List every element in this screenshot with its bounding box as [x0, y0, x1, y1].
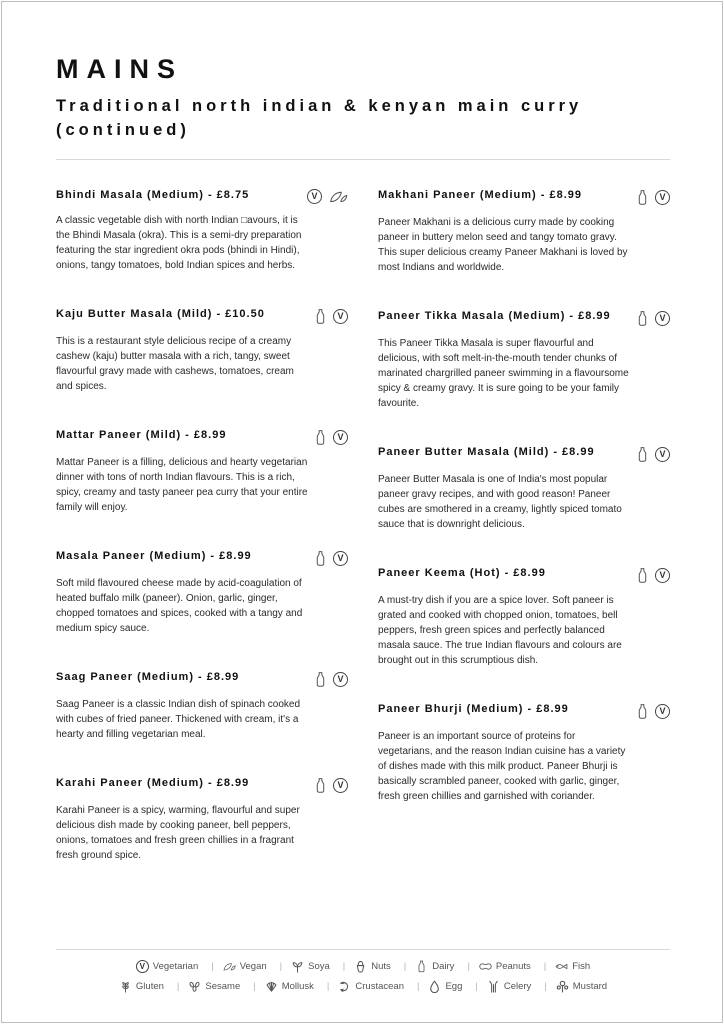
dish-description: Paneer is an important source of proteins for vegetarians, and the reason Indian cuisine has a variety of dishes made with this milk product. Paneer Bhurji is basically scrambled paneer, cooked with garlic, ginger, fresh green chillies and garnished with coriander. — [378, 730, 626, 802]
item-header — [56, 776, 348, 794]
dish-name: Bhindi Masala (Medium) - £8.75 — [56, 188, 250, 201]
item-header — [56, 428, 348, 446]
vegetarian-icon: V — [655, 190, 670, 205]
dish-name: Masala Paneer (Medium) - £8.99 — [56, 549, 252, 562]
vegetarian-icon: V — [333, 778, 348, 793]
dish-description: A must-try dish if you are a spice lover. Soft paneer is grated and cooked with chopped onion, tomatoes, bell peppers, fresh green spices and perfectly balanced masala sauce. The true Indian flavours and colours are brought out in this scrumptious dish. — [378, 594, 622, 666]
vegetarian-circle-icon: V — [136, 960, 149, 973]
crustacean-icon — [338, 980, 351, 993]
menu-page — [1, 1, 723, 1023]
menu-item-bhindi-masala — [56, 188, 348, 273]
mollusk-icon — [265, 980, 278, 993]
vegetarian-icon: V — [333, 430, 348, 445]
dish-allergen-icons — [637, 309, 670, 327]
soya-icon — [291, 960, 304, 973]
menu-item-karahi-paneer — [56, 776, 348, 863]
menu-item-paneer-tikka-masala — [378, 309, 670, 411]
legend-label: Dairy — [432, 961, 455, 972]
header-divider — [56, 159, 670, 160]
legend-item-soya — [291, 960, 345, 973]
dish-description: Soft mild flavoured cheese made by acid-coagulation of heated buffalo milk (paneer). Onion, garlic, ginger, chopped tomatoes and spices, cooked with a tangy and medium spicy sauce. — [56, 577, 303, 634]
menu-item-saag-paneer — [56, 670, 348, 742]
dish-description: Mattar Paneer is a filling, delicious and hearty vegetarian dinner with tons of north Indian flavours. This is a rich, spicy, creamy and tasty paneer pea curry that your entire family will enjoy. — [56, 456, 308, 513]
dish-allergen-icons — [315, 776, 348, 794]
egg-icon — [428, 980, 441, 993]
menu-item-paneer-butter-masala — [378, 445, 670, 532]
legend-item-vegetarian — [136, 960, 214, 973]
legend-label: Mollusk — [281, 981, 314, 992]
dish-name: Kaju Butter Masala (Mild) - £10.50 — [56, 307, 265, 320]
legend-label: Vegetarian — [152, 961, 199, 972]
item-header — [378, 702, 670, 720]
menu-item-paneer-keema — [378, 566, 670, 668]
sesame-icon — [188, 980, 201, 993]
legend-item-gluten — [119, 980, 179, 993]
dairy-icon — [637, 189, 648, 206]
dish-description: Karahi Paneer is a spicy, warming, flavourful and super delicious dish made by cooking paneer, bell peppers, onions, tomatoes and fresh green chillies in a fragrant fresh ground spice. — [56, 804, 300, 861]
vegetarian-icon: V — [655, 568, 670, 583]
menu-columns — [56, 188, 670, 897]
page-subtitle-line2: (continued) — [56, 120, 190, 139]
dairy-icon — [315, 308, 326, 325]
legend-label: Mustard — [572, 981, 608, 992]
legend-item-vegan — [223, 960, 282, 973]
dish-name: Saag Paneer (Medium) - £8.99 — [56, 670, 240, 683]
dish-name: Paneer Tikka Masala (Medium) - £8.99 — [378, 309, 611, 322]
legend-item-celery — [487, 980, 547, 993]
dairy-icon — [315, 429, 326, 446]
item-header — [378, 445, 670, 463]
legend-item-mollusk — [265, 980, 330, 993]
legend-label: Fish — [572, 961, 591, 972]
vegetarian-icon: V — [655, 447, 670, 462]
page-title: MAINS — [56, 54, 183, 84]
menu-item-makhani-paneer — [378, 188, 670, 275]
page-subtitle — [56, 95, 670, 143]
menu-item-kaju-butter-masala — [56, 307, 348, 394]
item-header — [56, 188, 348, 204]
dairy-icon — [415, 960, 428, 973]
menu-column-right — [378, 188, 670, 897]
vegetarian-icon: V — [655, 704, 670, 719]
legend-item-nuts — [354, 960, 406, 973]
dish-allergen-icons — [315, 428, 348, 446]
allergen-legend — [56, 933, 670, 1000]
footer-divider — [56, 949, 670, 950]
dairy-icon — [315, 550, 326, 567]
legend-item-crustacean — [338, 980, 419, 993]
dish-description: This is a restaurant style delicious recipe of a creamy cashew (kaju) butter masala with a rich, tangy, sweet flavourful gravy made with cashews, tomatoes, cream and spices. — [56, 335, 294, 392]
item-header — [56, 307, 348, 325]
celery-icon — [487, 980, 500, 993]
item-header — [378, 188, 670, 206]
legend-label: Celery — [503, 981, 532, 992]
legend-item-egg — [428, 980, 477, 993]
vegetarian-icon: V — [307, 189, 322, 204]
dairy-icon — [637, 567, 648, 584]
legend-label: Nuts — [371, 961, 391, 972]
page-subtitle-line1: Traditional north indian & kenyan main curry — [56, 97, 583, 115]
dish-description: A classic vegetable dish with north Indian □avours, it is the Bhindi Masala (okra). This is a semi-dry preparation featuring the star ingredient okra pods (bhindi in Hindi), onions, tangy tomatoes, bold Indian spices and herbs. — [56, 214, 302, 271]
dish-description: Saag Paneer is a classic Indian dish of spinach cooked with cubes of fried paneer. Thickened with cream, it's a hearty and filling vegetarian meal. — [56, 698, 301, 740]
dairy-icon — [315, 777, 326, 794]
legend-row-2 — [56, 980, 670, 993]
fish-icon — [555, 960, 568, 973]
dish-name: Makhani Paneer (Medium) - £8.99 — [378, 188, 582, 201]
legend-item-dairy — [415, 960, 470, 973]
vegan-leaf-icon — [223, 960, 236, 973]
menu-item-paneer-bhurji — [378, 702, 670, 804]
gluten-icon — [119, 980, 132, 993]
dish-allergen-icons — [315, 307, 348, 325]
dairy-icon — [637, 703, 648, 720]
dish-name: Paneer Butter Masala (Mild) - £8.99 — [378, 445, 595, 458]
dish-description: Paneer Butter Masala is one of India's most popular paneer gravy recipes, and with good reason! Paneer cubes are smothered in a creamy, lightly spiced tomato sauce that is downright delicious. — [378, 473, 622, 530]
dish-allergen-icons — [637, 445, 670, 463]
legend-row-1 — [56, 960, 670, 973]
dish-allergen-icons — [315, 670, 348, 688]
legend-label: Gluten — [135, 981, 164, 992]
legend-label: Crustacean — [355, 981, 404, 992]
item-header — [56, 549, 348, 567]
dish-allergen-icons — [315, 549, 348, 567]
dish-allergen-icons — [307, 188, 348, 204]
item-header — [378, 566, 670, 584]
dish-name: Paneer Bhurji (Medium) - £8.99 — [378, 702, 569, 715]
legend-label: Peanuts — [495, 961, 531, 972]
legend-label: Egg — [445, 981, 463, 992]
mustard-icon — [556, 980, 569, 993]
dairy-icon — [637, 446, 648, 463]
nuts-icon — [354, 960, 367, 973]
dairy-icon — [637, 310, 648, 327]
item-header — [56, 670, 348, 688]
legend-rows — [56, 960, 670, 993]
menu-column-left — [56, 188, 348, 897]
legend-item-peanuts — [479, 960, 546, 973]
vegetarian-icon: V — [333, 551, 348, 566]
menu-item-masala-paneer — [56, 549, 348, 636]
menu-item-mattar-paneer — [56, 428, 348, 515]
vegetarian-icon: V — [333, 309, 348, 324]
peanuts-icon — [479, 960, 492, 973]
dish-name: Mattar Paneer (Mild) - £8.99 — [56, 428, 227, 441]
vegan-icon — [329, 190, 348, 203]
legend-item-fish — [555, 960, 590, 973]
dish-name: Karahi Paneer (Medium) - £8.99 — [56, 776, 250, 789]
legend-label: Soya — [308, 961, 330, 972]
dish-allergen-icons — [637, 566, 670, 584]
legend-label: Vegan — [239, 961, 267, 972]
legend-label: Sesame — [205, 981, 241, 992]
dish-description: Paneer Makhani is a delicious curry made by cooking paneer in buttery melon seed and tangy tomato gravy. This super delicious creamy Paneer Makhani is loved by most Indians and worldwide. — [378, 216, 628, 273]
vegetarian-icon: V — [333, 672, 348, 687]
legend-item-mustard — [556, 980, 607, 993]
dish-allergen-icons — [637, 702, 670, 720]
dish-description: This Paneer Tikka Masala is super flavourful and delicious, with soft melt-in-the-mouth tender chunks of marinated chargrilled paneer swimming in a flavoursome spicy & creamy gravy. It is sure going to be your family favourite. — [378, 337, 629, 409]
item-header — [378, 309, 670, 327]
dairy-icon — [315, 671, 326, 688]
legend-item-sesame — [188, 980, 255, 993]
vegetarian-icon: V — [655, 311, 670, 326]
dish-allergen-icons — [637, 188, 670, 206]
dish-name: Paneer Keema (Hot) - £8.99 — [378, 566, 546, 579]
